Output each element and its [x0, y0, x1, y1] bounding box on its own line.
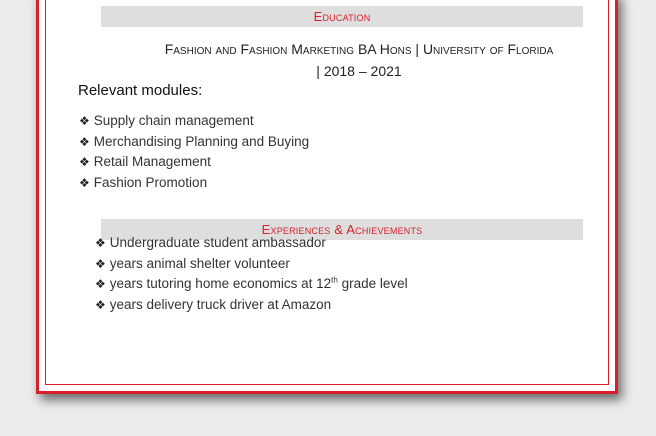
- degree-block: [99, 38, 619, 82]
- separator: |: [415, 41, 420, 57]
- experiences-heading: Experiences & Achievements: [101, 219, 583, 240]
- list-item: [95, 295, 408, 316]
- list-item: [79, 111, 309, 132]
- diamond-bullet-icon: ❖: [79, 134, 90, 149]
- university-name: University of Florida: [422, 41, 554, 57]
- degree-years: 2018 – 2021: [323, 63, 402, 79]
- experiences-list: [95, 233, 408, 316]
- experience-text-suffix: grade level: [337, 276, 408, 292]
- module-text: Retail Management: [93, 154, 211, 170]
- diamond-bullet-icon: ❖: [95, 298, 106, 313]
- modules-heading: Relevant modules:: [78, 82, 203, 99]
- experience-text: years tutoring home economics at 12: [109, 276, 332, 292]
- list-item: [95, 274, 408, 295]
- education-heading: Education: [101, 6, 583, 27]
- diamond-bullet-icon: ❖: [79, 155, 90, 170]
- separator: |: [316, 63, 320, 79]
- module-text: Merchandising Planning and Buying: [93, 133, 310, 149]
- diamond-bullet-icon: ❖: [95, 256, 106, 271]
- diamond-bullet-icon: ❖: [79, 114, 90, 128]
- module-text: Supply chain management: [93, 113, 254, 128]
- resume-page: [36, 0, 618, 394]
- degree-title: Fashion and Fashion Marketing BA Hons: [164, 41, 412, 57]
- experience-text: Undergraduate student ambassador: [109, 235, 326, 250]
- experience-text: years animal shelter volunteer: [109, 255, 290, 271]
- list-item: [95, 254, 408, 275]
- list-item: [95, 233, 408, 254]
- ordinal-suffix: th: [331, 275, 338, 285]
- diamond-bullet-icon: ❖: [95, 236, 106, 250]
- list-item: [79, 132, 309, 153]
- modules-list: [79, 111, 309, 194]
- diamond-bullet-icon: ❖: [79, 176, 90, 191]
- diamond-bullet-icon: ❖: [95, 277, 106, 292]
- experience-text: years delivery truck driver at Amazon: [109, 297, 332, 313]
- list-item: [79, 152, 309, 173]
- list-item: [79, 173, 309, 194]
- module-text: Fashion Promotion: [93, 175, 208, 191]
